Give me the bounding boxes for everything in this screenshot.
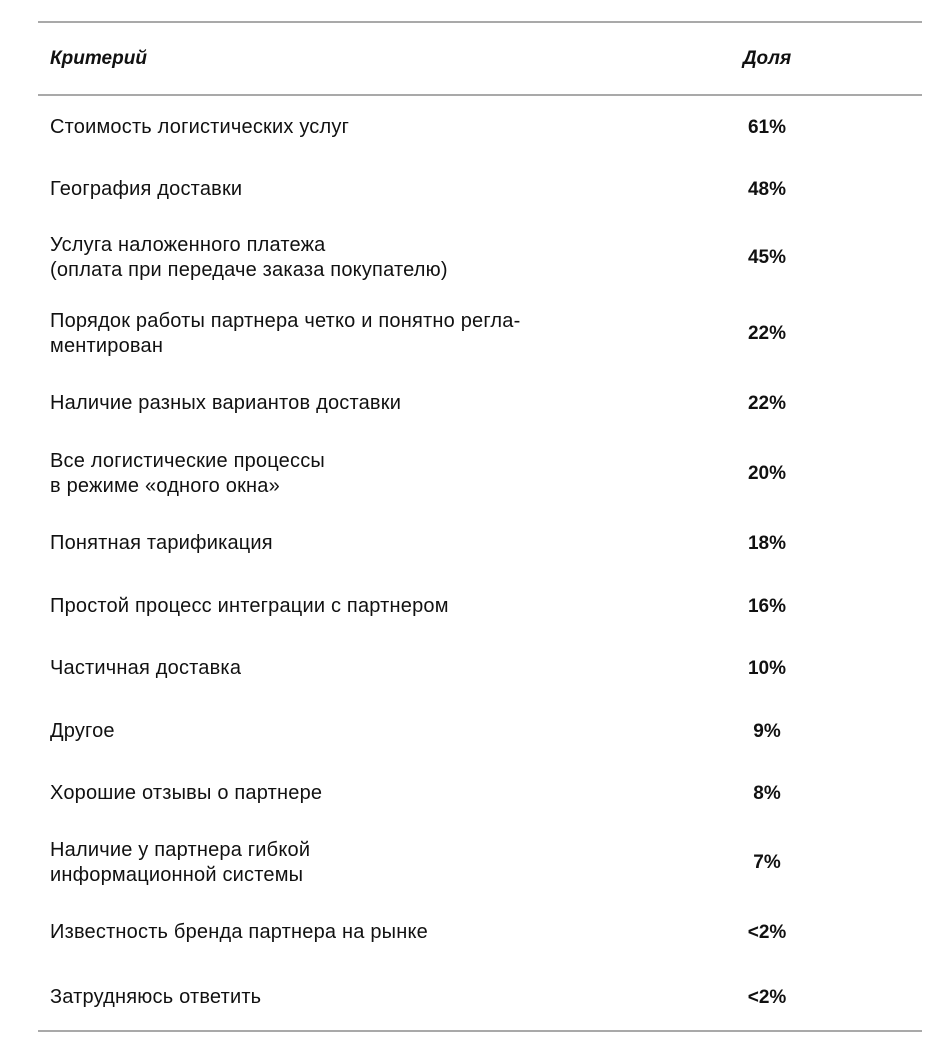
criterion-text: Другое	[50, 719, 115, 742]
criterion-text: География доставки	[50, 177, 243, 200]
share-cell: 22%	[747, 393, 787, 414]
criterion-text: информационной системы	[50, 863, 304, 886]
criterion-text: Затрудняюсь ответить	[50, 985, 262, 1008]
share-cell: 20%	[747, 463, 787, 484]
criterion-text: Наличие у партнера гибкой	[50, 838, 311, 861]
criterion-cell	[38, 594, 728, 619]
table-body	[38, 96, 922, 1030]
criterion-cell	[38, 115, 728, 140]
share-cell: <2%	[747, 921, 787, 943]
share-cell: 61%	[747, 116, 787, 138]
criterion-text: Частичная доставка	[50, 657, 242, 679]
criterion-text: Порядок работы партнера четко и понятно регла-	[50, 309, 521, 332]
share-cell: 48%	[747, 178, 787, 200]
table-row	[38, 825, 922, 900]
criterion-text: Наличие разных вариантов доставки	[50, 392, 402, 414]
share-cell: 18%	[747, 533, 787, 554]
criterion-cell	[38, 391, 728, 416]
table-row	[38, 295, 922, 372]
criterion-text: Все логистические процессы	[50, 449, 325, 472]
table-row	[38, 435, 922, 512]
share-cell: <2%	[747, 986, 787, 1008]
share-cell: 16%	[747, 595, 787, 617]
criterion-cell	[38, 985, 728, 1010]
criterion-text: Стоимость логистических услуг	[50, 115, 350, 138]
table-row	[38, 762, 922, 825]
criterion-cell	[38, 309, 728, 359]
criterion-text: (оплата при передаче заказа покупателю)	[50, 258, 448, 281]
criteria-table	[38, 21, 922, 1032]
share-cell: 7%	[753, 852, 781, 873]
criterion-cell	[38, 233, 728, 283]
criterion-cell	[38, 719, 728, 744]
criterion-cell	[38, 656, 728, 681]
criterion-cell	[38, 920, 728, 945]
table-row	[38, 964, 922, 1030]
share-cell: 45%	[747, 247, 787, 268]
table-row	[38, 700, 922, 762]
header-share: Доля	[742, 47, 792, 69]
table-row	[38, 96, 922, 158]
share-cell: 8%	[753, 783, 781, 804]
table-row	[38, 158, 922, 220]
criterion-cell	[38, 449, 728, 499]
criterion-cell	[38, 781, 728, 806]
table-row	[38, 575, 922, 637]
table-row	[38, 637, 922, 700]
criterion-text: в режиме «одного окна»	[50, 474, 280, 497]
table-bottom-rule	[38, 1030, 922, 1032]
criterion-cell	[38, 838, 728, 888]
share-cell: 10%	[747, 658, 787, 679]
share-cell: 9%	[753, 720, 781, 742]
criterion-cell	[38, 531, 728, 556]
criterion-text: Услуга наложенного платежа	[50, 233, 326, 256]
table-row	[38, 372, 922, 435]
header-criterion: Критерий	[50, 47, 147, 69]
criterion-text: Понятная тарификация	[50, 532, 273, 554]
criterion-text: Известность бренда партнера на рынке	[50, 920, 428, 943]
table-row	[38, 900, 922, 964]
criterion-text: ментирован	[50, 334, 164, 357]
criterion-cell	[38, 177, 728, 202]
table-row	[38, 512, 922, 575]
table-header-row	[38, 23, 922, 94]
table-row	[38, 220, 922, 295]
criterion-text: Простой процесс интеграции с партнером	[50, 594, 449, 617]
share-cell: 22%	[747, 323, 787, 344]
criterion-text: Хорошие отзывы о партнере	[50, 782, 323, 804]
